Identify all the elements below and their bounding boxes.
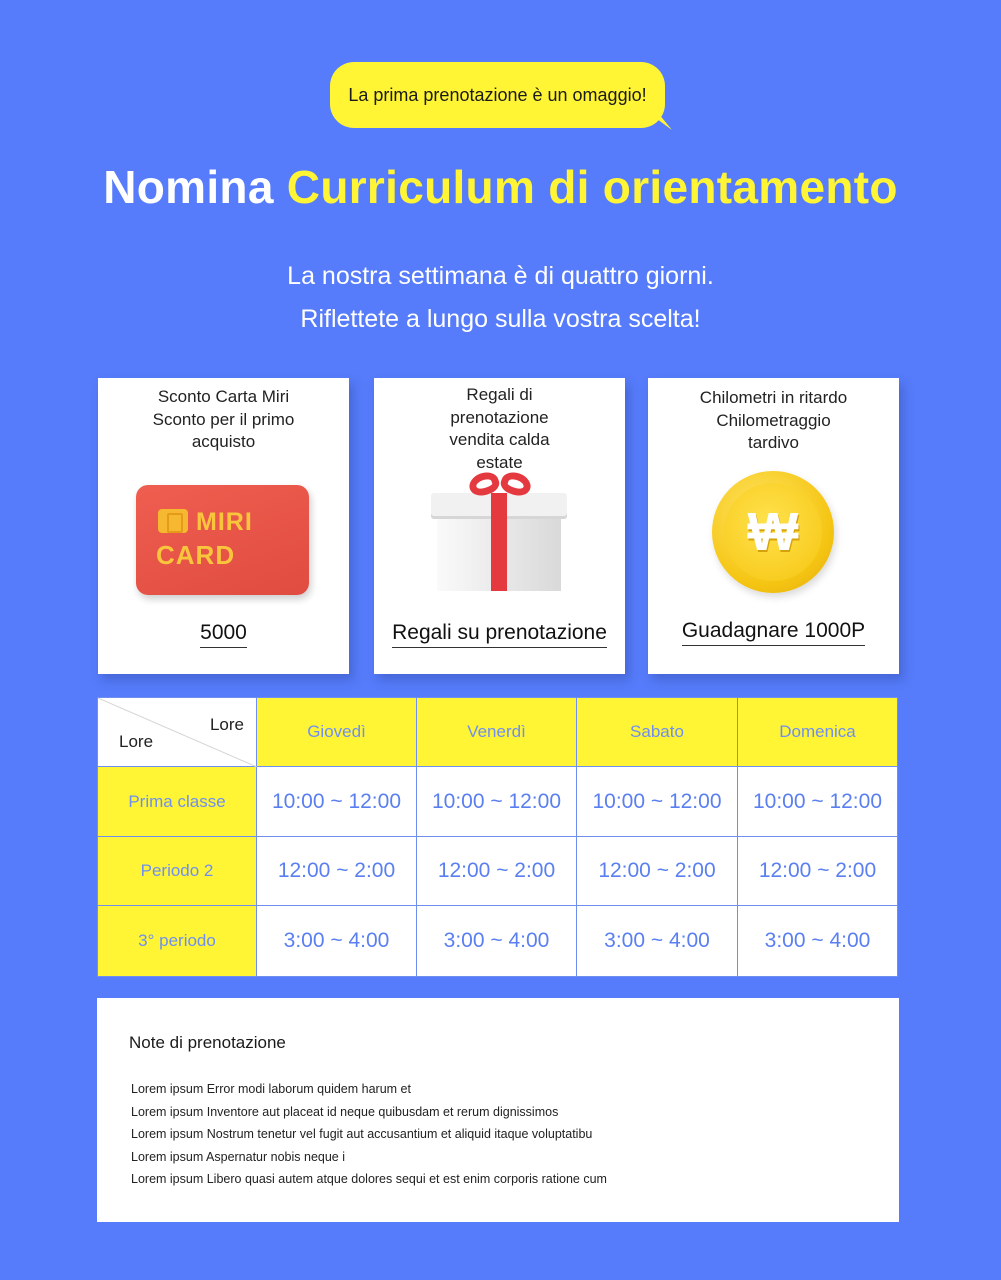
- time-slot[interactable]: 10:00 ~ 12:00: [738, 767, 898, 837]
- booking-notes: [97, 998, 899, 1222]
- note-item: Lorem ipsum Aspernatur nobis neque i: [131, 1149, 346, 1164]
- period-label: 3° periodo: [98, 906, 257, 977]
- card-chip-icon: [158, 509, 188, 533]
- title-line: Sconto Carta Miri: [157, 387, 290, 406]
- subtitle-line-2: Riflettete a lungo sulla vostra scelta!: [300, 305, 701, 333]
- won-symbol: ₩: [724, 483, 822, 581]
- time-slot[interactable]: 10:00 ~ 12:00: [257, 767, 417, 837]
- time-slot[interactable]: 10:00 ~ 12:00: [577, 767, 738, 837]
- offer-card-value-text[interactable]: 5000: [200, 621, 247, 648]
- won-coin-icon: [712, 471, 834, 593]
- schedule-corner-cell: [98, 698, 257, 767]
- miri-card-label: CARD: [156, 540, 236, 570]
- time-slot[interactable]: 10:00 ~ 12:00: [417, 767, 577, 837]
- title-line: estate: [476, 452, 523, 472]
- title-line: vendita calda: [449, 430, 550, 449]
- page-title: [0, 160, 1001, 214]
- time-slot[interactable]: 12:00 ~ 2:00: [257, 837, 417, 906]
- day-header: Domenica: [738, 698, 898, 767]
- day-header: Giovedì: [257, 698, 417, 767]
- notes-title: Note di prenotazione: [129, 1033, 286, 1052]
- offer-card-mileage: [648, 378, 899, 674]
- miri-card-icon: [136, 485, 309, 595]
- time-slot[interactable]: 12:00 ~ 2:00: [577, 837, 738, 906]
- offer-card-gift: [374, 378, 625, 674]
- title-line: Sconto per il primo: [152, 409, 295, 429]
- notes-list: [131, 1078, 607, 1191]
- subtitle-line-1: La nostra settimana è di quattro giorni.: [287, 262, 714, 290]
- offer-card-value-text[interactable]: Regali su prenotazione: [392, 621, 607, 648]
- title-line: Regali di: [466, 385, 533, 404]
- corner-label-top: Lore: [209, 715, 244, 734]
- schedule-table: [97, 697, 898, 977]
- title-line: prenotazione: [450, 407, 549, 427]
- schedule-row: [98, 767, 898, 837]
- offer-card-value-text[interactable]: Guadagnare 1000P: [682, 619, 865, 646]
- schedule-row: [98, 837, 898, 906]
- time-slot[interactable]: 3:00 ~ 4:00: [417, 906, 577, 977]
- note-item: Lorem ipsum Inventore aut placeat id neque quibusdam et rerum dignissimos: [131, 1104, 559, 1119]
- day-header: Sabato: [577, 698, 738, 767]
- offer-card-value[interactable]: [374, 621, 625, 648]
- gift-box-icon: [431, 473, 569, 593]
- corner-label-bottom: Lore: [119, 732, 154, 751]
- title-line: Chilometraggio: [716, 410, 831, 430]
- offer-card-value[interactable]: [98, 621, 349, 648]
- page-subtitle: [0, 255, 1001, 341]
- time-slot[interactable]: 3:00 ~ 4:00: [577, 906, 738, 977]
- note-item: Lorem ipsum Nostrum tenetur vel fugit aut accusantium et aliquid itaque voluptatibu: [131, 1127, 593, 1141]
- time-slot[interactable]: 12:00 ~ 2:00: [417, 837, 577, 906]
- note-item: Lorem ipsum Libero quasi autem atque dolores sequi et est enim corporis ratione cum: [131, 1172, 607, 1186]
- page-title-highlight: Curriculum di orientamento: [286, 161, 898, 213]
- day-header: Venerdì: [417, 698, 577, 767]
- time-slot[interactable]: 12:00 ~ 2:00: [738, 837, 898, 906]
- note-item: Lorem ipsum Error modi laborum quidem harum et: [131, 1082, 411, 1096]
- miri-card-label: MIRI: [196, 508, 253, 536]
- promo-bubble-text: La prima prenotazione è un omaggio!: [348, 84, 647, 105]
- title-line: tardivo: [747, 433, 800, 452]
- offer-card-title: [108, 386, 339, 454]
- title-line: acquisto: [191, 432, 256, 451]
- schedule-row: [98, 906, 898, 977]
- time-slot[interactable]: 3:00 ~ 4:00: [738, 906, 898, 977]
- title-line: Chilometri in ritardo: [699, 388, 848, 407]
- promo-bubble: [330, 62, 665, 128]
- offer-card-miri: [98, 378, 349, 674]
- period-label: Periodo 2: [98, 837, 257, 906]
- offer-card-value[interactable]: [648, 619, 899, 646]
- schedule-header-row: [98, 698, 898, 767]
- offer-card-title: [384, 384, 615, 474]
- offer-card-title: [658, 387, 889, 455]
- period-label: Prima classe: [98, 767, 257, 837]
- time-slot[interactable]: 3:00 ~ 4:00: [257, 906, 417, 977]
- page-title-part1: Nomina: [103, 161, 287, 213]
